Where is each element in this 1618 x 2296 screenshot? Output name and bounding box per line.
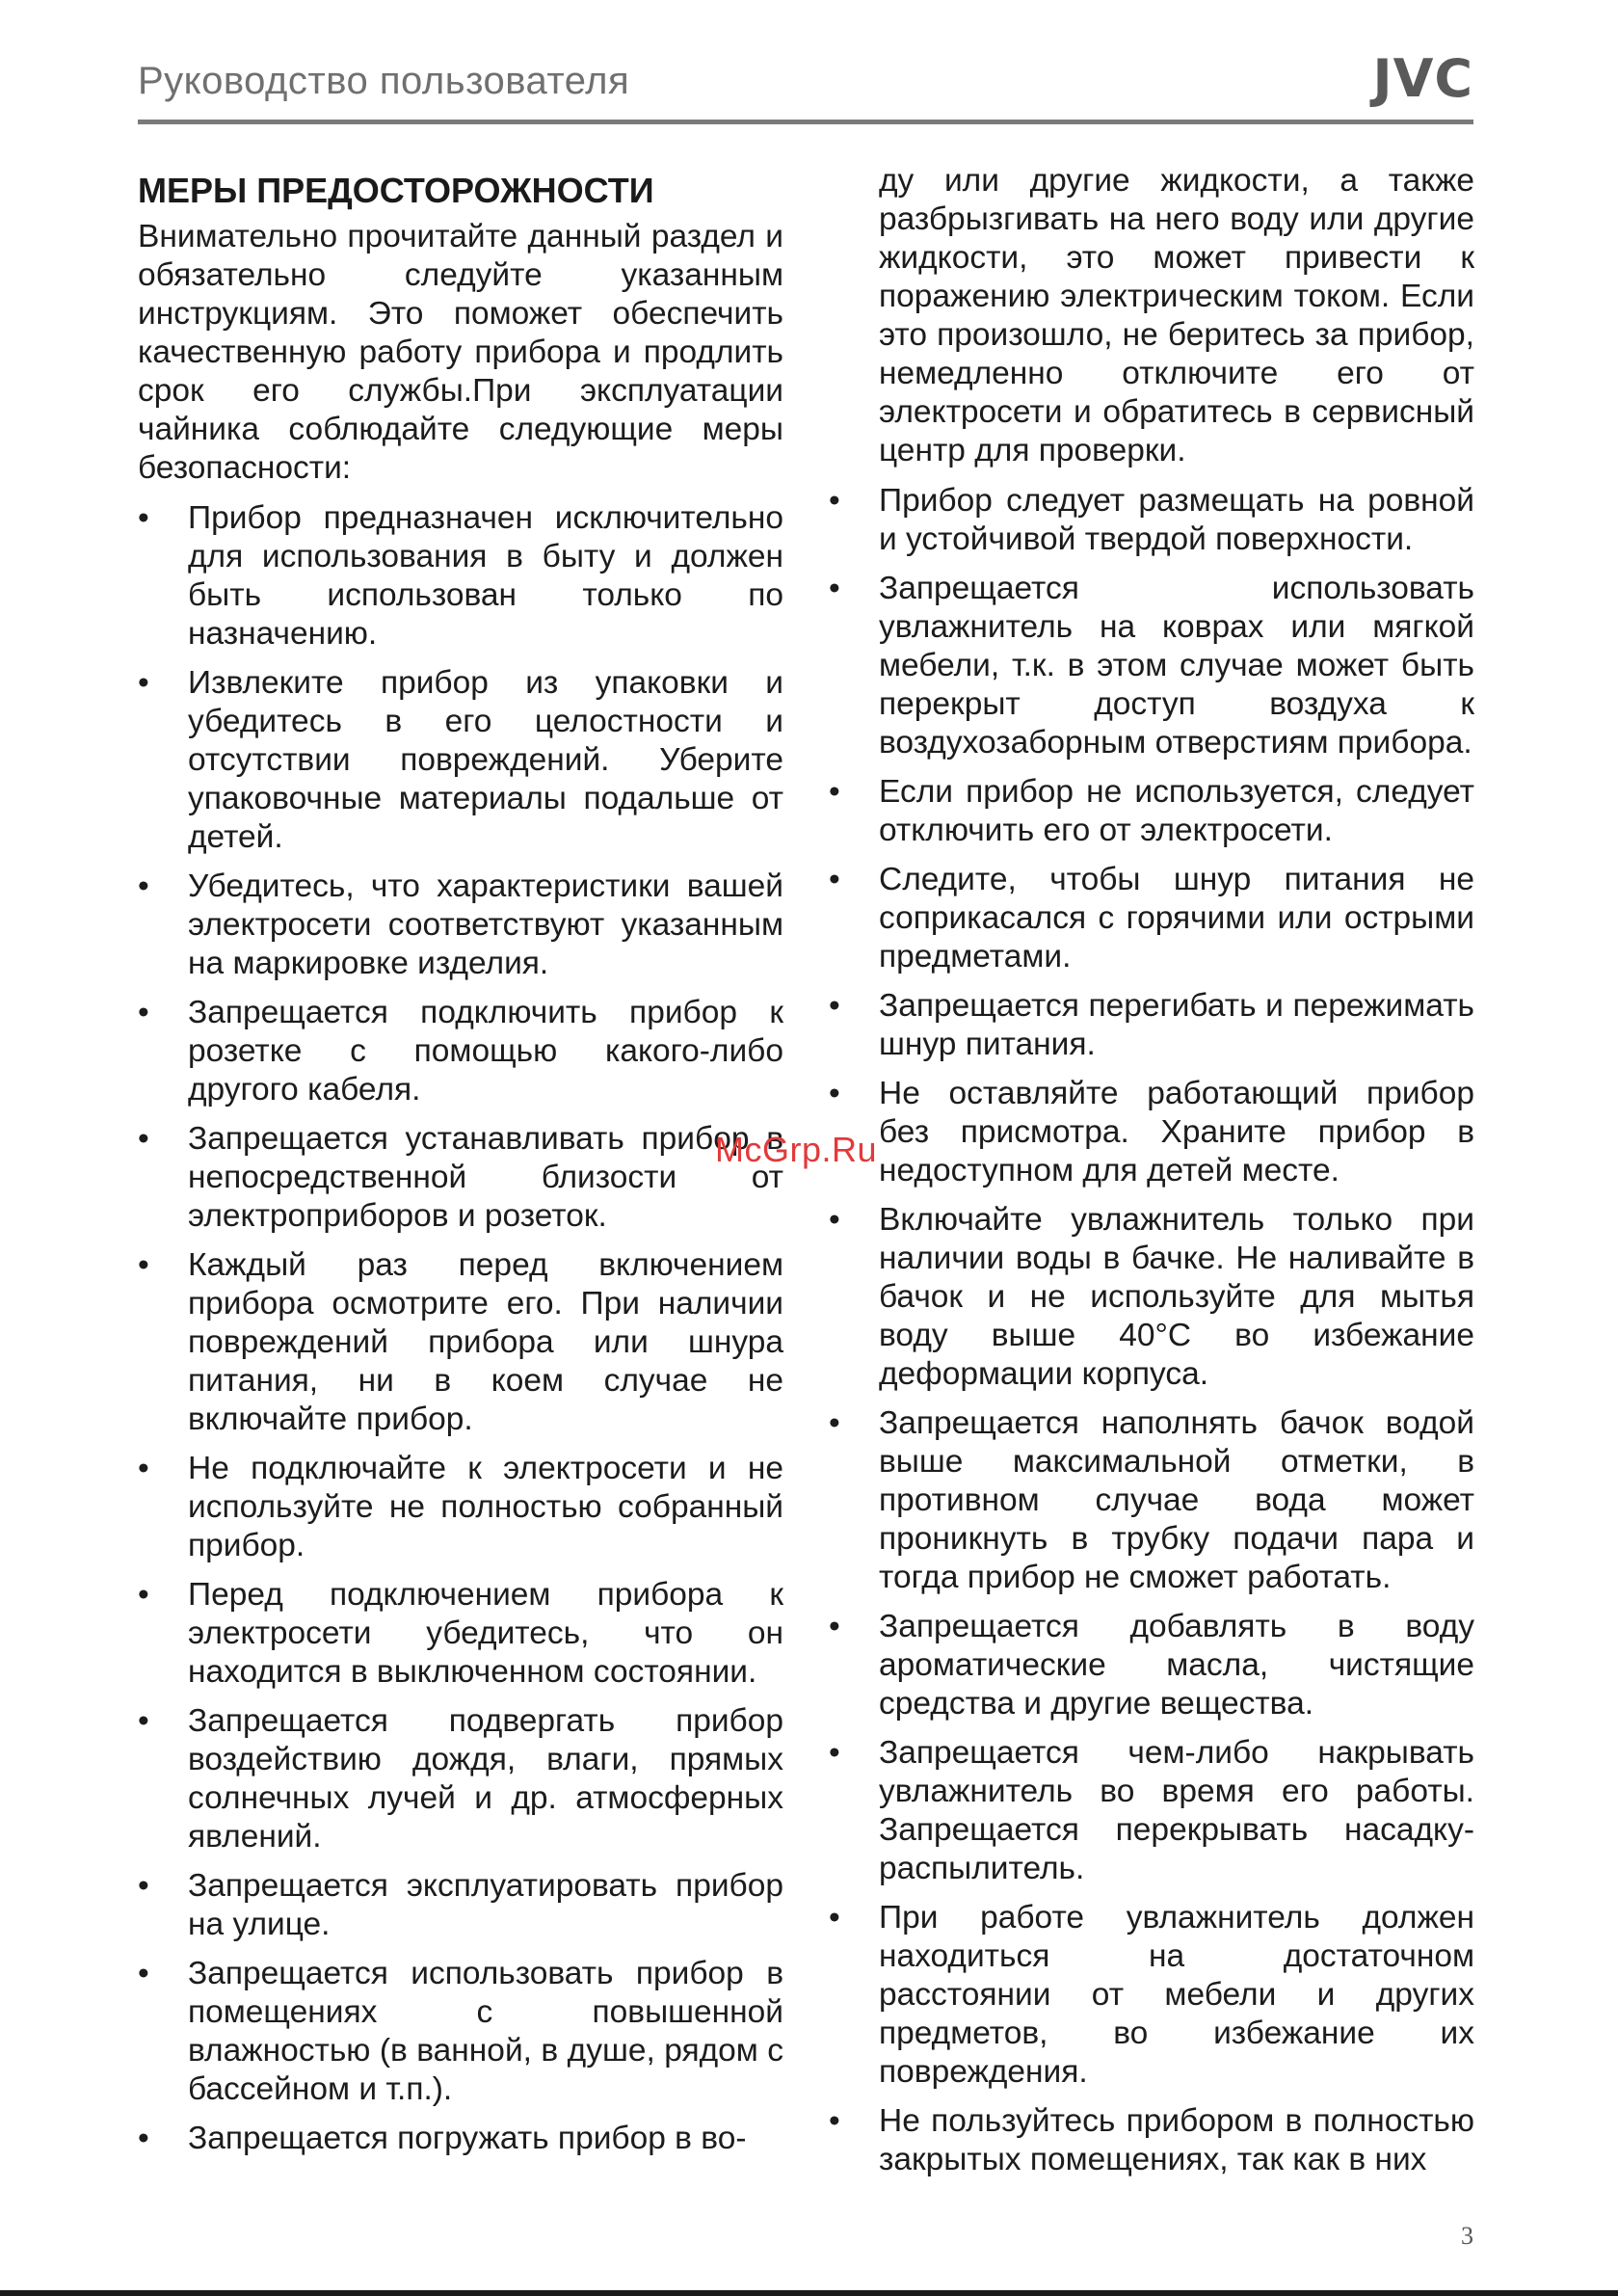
bullet-icon: •: [829, 571, 840, 606]
bullet-icon: •: [829, 1405, 840, 1441]
bullet-icon: •: [829, 1735, 840, 1771]
list-item-text: Извлеките прибор из упаковки и убедитесь в его целостности и отсутствии повреждений. Уберите упаковочные материалы подальше от детей.: [188, 665, 783, 855]
list-item: [829, 2102, 1474, 2179]
list-item: [829, 570, 1474, 762]
list-item: [138, 1702, 783, 1856]
bullet-icon: •: [829, 988, 840, 1024]
bullet-icon: •: [138, 1577, 149, 1613]
bullet-icon: •: [829, 1076, 840, 1111]
section-heading: МЕРЫ ПРЕДОСТОРОЖНОСТИ: [138, 171, 654, 210]
continued-paragraph: ду или другие жидкости, а также разбрызгивать на него воду или другие жидкости, это может привести к поражению электрическим током. Если это произошло, не беритесь за прибор, немедленно отключите его от электросети и обратитесь в сервисный центр для проверки.: [879, 163, 1474, 468]
list-item-text: Не пользуйтесь прибором в полностью закрытых помещениях, так как в них: [879, 2103, 1474, 2177]
list-item-text: Следите, чтобы шнур питания не соприкасался с горячими или острыми предметами.: [879, 862, 1474, 974]
list-item: [138, 868, 783, 983]
bullet-icon: •: [829, 774, 840, 810]
header-divider: [138, 120, 1473, 124]
list-item: [829, 482, 1474, 559]
list-item: [829, 1734, 1474, 1888]
list-item: [829, 861, 1474, 976]
bullet-icon: •: [829, 483, 840, 519]
list-item: [138, 1867, 783, 1944]
bullet-icon: •: [138, 995, 149, 1030]
list-item: [829, 1075, 1474, 1190]
list-item-text: Не подключайте к электросети и не используйте не полностью собранный прибор.: [188, 1451, 783, 1563]
intro-paragraph: Внимательно прочитайте данный раздел и обязательно следуйте указанным инструкциям. Это поможет обеспечить качественную работу прибора и продлить срок его службы.При эксплуатации чайника соблюдайте следующие меры безопасности:: [138, 219, 783, 486]
list-item: [138, 994, 783, 1109]
list-item-text: Включайте увлажнитель только при наличии воды в бачке. Не наливайте в бачок и не используйте для мытья воду выше 40°C во избежание деформации корпуса.: [879, 1202, 1474, 1392]
list-item-text: Запрещается использовать прибор в помещениях с повышенной влажностью (в ванной, в душе, рядом с бассейном и т.п.).: [188, 1956, 783, 2107]
list-item-text: Прибор следует размещать на ровной и устойчивой твердой поверхности.: [879, 483, 1474, 557]
list-item-text: Прибор предназначен исключительно для использования в быту и должен быть использован только по назначению.: [188, 500, 783, 652]
list-item-text: Запрещается наполнять бачок водой выше максимальной отметки, в противном случае вода может проникнуть в трубку подачи пара и тогда прибор не сможет работать.: [879, 1405, 1474, 1595]
list-item: [829, 773, 1474, 850]
left-column: [138, 162, 783, 2169]
list-item: [138, 1246, 783, 1439]
bullet-icon: •: [138, 2121, 149, 2156]
list-item: [138, 499, 783, 654]
list-item-text: Запрещается подвергать прибор воздействию дождя, влаги, прямых солнечных лучей и др. атмосферных явлений.: [188, 1703, 783, 1855]
list-item-text: Запрещается использовать увлажнитель на коврах или мягкой мебели, т.к. в этом случае может быть перекрыт доступ воздуха к воздухозаборным отверстиям прибора.: [879, 571, 1474, 761]
list-item: [829, 987, 1474, 1064]
bullet-icon: •: [138, 1121, 149, 1157]
bullet-icon: •: [138, 1247, 149, 1283]
bullet-icon: •: [829, 862, 840, 897]
right-bullet-list: [829, 482, 1474, 2179]
page-bottom-border: [0, 2290, 1618, 2296]
list-item-text: Запрещается эксплуатировать прибор на улице.: [188, 1868, 783, 1942]
list-item: [829, 1404, 1474, 1597]
list-item: [829, 1608, 1474, 1723]
page-number: 3: [1461, 2222, 1473, 2250]
list-item-text: При работе увлажнитель должен находиться на достаточном расстоянии от мебели и других предметов, во избежание их повреждения.: [879, 1900, 1474, 2090]
bullet-icon: •: [138, 1956, 149, 1991]
list-item: [138, 2120, 783, 2158]
list-item-text: Запрещается устанавливать прибор в непосредственной близости от электроприборов и розеток.: [188, 1121, 783, 1234]
jvc-logo: JVC: [1372, 48, 1473, 109]
right-column: [829, 162, 1474, 2190]
bullet-icon: •: [138, 868, 149, 904]
list-item-text: Запрещается чем-либо накрывать увлажнитель во время его работы. Запрещается перекрывать насадку-распылитель.: [879, 1735, 1474, 1886]
document-header-title: Руководство пользователя: [138, 60, 630, 102]
list-item: [138, 1450, 783, 1565]
bullet-icon: •: [829, 1609, 840, 1644]
list-item-text: Убедитесь, что характеристики вашей электросети соответствуют указанным на маркировке изделия.: [188, 868, 783, 981]
list-item: [138, 1576, 783, 1692]
watermark-link[interactable]: McGrp.Ru: [715, 1130, 878, 1169]
list-item-text: Запрещается добавлять в воду ароматические масла, чистящие средства и другие вещества.: [879, 1609, 1474, 1722]
list-item: [829, 1201, 1474, 1394]
bullet-icon: •: [138, 1451, 149, 1486]
list-item-text: Запрещается перегибать и пережимать шнур питания.: [879, 988, 1474, 1062]
bullet-icon: •: [829, 1202, 840, 1238]
list-item-text: Запрещается погружать прибор в во-: [188, 2121, 747, 2156]
bullet-icon: •: [138, 500, 149, 536]
bullet-icon: •: [138, 1703, 149, 1739]
list-item: [138, 664, 783, 857]
bullet-icon: •: [829, 1900, 840, 1936]
list-item-text: Если прибор не используется, следует отключить его от электросети.: [879, 774, 1474, 848]
bullet-icon: •: [138, 1868, 149, 1904]
list-item: [138, 1120, 783, 1236]
list-item-text: Каждый раз перед включением прибора осмотрите его. При наличии повреждений прибора или шнура питания, ни в коем случае не включайте прибор.: [188, 1247, 783, 1437]
list-item-text: Запрещается подключить прибор к розетке с помощью какого-либо другого кабеля.: [188, 995, 783, 1108]
list-item-text: Не оставляйте работающий прибор без присмотра. Храните прибор в недоступном для детей месте.: [879, 1076, 1474, 1188]
left-bullet-list: [138, 499, 783, 2158]
list-item: [829, 1899, 1474, 2092]
list-item-text: Перед подключением прибора к электросети убедитесь, что он находится в выключенном состоянии.: [188, 1577, 783, 1690]
bullet-icon: •: [138, 665, 149, 701]
list-item: [138, 1955, 783, 2109]
bullet-icon: •: [829, 2103, 840, 2139]
